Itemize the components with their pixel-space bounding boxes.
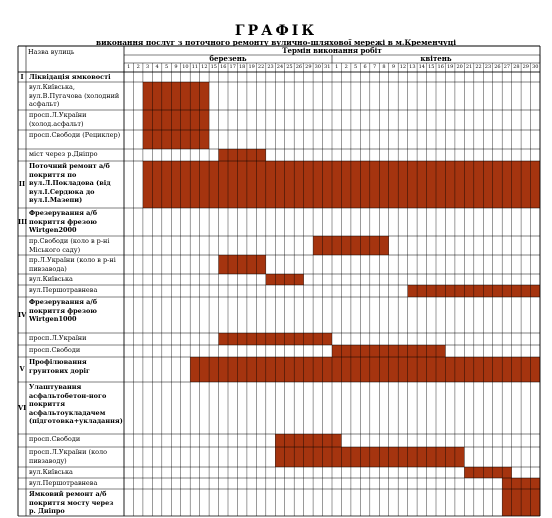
row-label: Фрезерування а/б покриття фрезою Wirtgen1000 — [29, 298, 98, 323]
row-number — [18, 345, 26, 357]
day-number: 11 — [191, 64, 199, 70]
row-number — [18, 434, 26, 447]
day-number: 14 — [418, 64, 425, 70]
row-number: III — [18, 218, 28, 226]
row-number — [18, 149, 26, 161]
row-label: Ліквідація ямковості — [29, 73, 111, 81]
day-number: 10 — [182, 64, 189, 70]
row-label: вул.Київська, вул.В.Пугачова (холодний асфальт) — [29, 83, 120, 108]
row-number — [18, 285, 26, 297]
day-number: 1 — [335, 64, 339, 70]
row-number — [18, 274, 26, 285]
row-number — [18, 110, 26, 130]
row-number — [18, 333, 26, 345]
day-number: 18 — [238, 64, 246, 70]
day-number: 16 — [220, 64, 227, 70]
day-number: 12 — [399, 64, 407, 70]
schedule-table — [18, 46, 540, 515]
day-number: 26 — [295, 64, 303, 70]
term-header: Термін виконання робіт — [282, 46, 382, 55]
day-number: 23 — [484, 64, 492, 70]
day-number: 28 — [513, 64, 520, 70]
row-label: пр.Свободи (коло в р-ні Міського саду) — [29, 237, 110, 254]
row-label: вул.Першотравнева — [29, 479, 98, 487]
day-number: 15 — [428, 64, 435, 70]
day-number: 12 — [201, 64, 208, 70]
day-number: 20 — [456, 64, 463, 70]
row-number — [18, 478, 26, 489]
row-label: Ямковий ремонт а/б покриття мосту через р. Дніпро — [29, 490, 114, 515]
day-number: 23 — [267, 64, 274, 70]
row-number — [18, 82, 26, 110]
row-number: IV — [18, 311, 27, 319]
schedule-bar — [143, 130, 209, 149]
street-column-header: Назва вулиць — [28, 48, 75, 56]
schedule-bar — [143, 82, 209, 110]
page-subtitle: виконання послуг з поточного ремонту вулично-шляхової мережі в м.Кременчуці — [95, 38, 457, 47]
month-header-march: березень — [209, 54, 247, 63]
day-number: 7 — [372, 64, 377, 70]
row-number: II — [18, 180, 26, 188]
day-number: 16 — [437, 64, 444, 70]
schedule-bar — [464, 467, 511, 478]
row-number: I — [20, 73, 24, 81]
day-number: 8 — [382, 64, 386, 70]
row-label: просп.Л.України (коло пивзаводу) — [29, 448, 108, 465]
schedule-bar — [190, 357, 540, 382]
row-label: просп.Л.України — [29, 334, 87, 342]
day-number: 6 — [363, 64, 367, 70]
row-label: вул.Київська — [29, 468, 73, 476]
day-number: 22 — [257, 64, 265, 70]
day-number: 5 — [354, 64, 358, 70]
row-label: просп.Свободи — [29, 435, 81, 443]
day-number: 2 — [344, 64, 348, 70]
day-number: 4 — [155, 64, 159, 70]
day-number: 15 — [210, 64, 217, 70]
day-number: 30 — [314, 64, 321, 70]
day-number: 30 — [532, 64, 539, 70]
row-number — [18, 489, 26, 516]
number-column-header — [18, 46, 26, 72]
page-title: ГРАФІК — [234, 23, 318, 39]
row-number — [18, 130, 26, 149]
row-number — [18, 236, 26, 255]
row-number: V — [19, 365, 25, 373]
day-number: 13 — [409, 64, 416, 70]
row-label: Поточний ремонт а/б покриття по вул.Л.Покладова (від вул.І.Сердюка до вул.І.Мазепи) — [29, 162, 111, 204]
row-label: просп.Свободи — [29, 346, 81, 354]
day-number: 9 — [391, 64, 396, 70]
day-number: 3 — [146, 64, 150, 70]
month-header-april: квітень — [420, 54, 452, 63]
row-label: просп.Свободи (Рециклер) — [29, 131, 121, 139]
day-number: 2 — [136, 64, 140, 70]
schedule-bar — [219, 255, 266, 274]
schedule-bar — [219, 149, 266, 161]
day-number: 9 — [174, 64, 178, 70]
day-number: 29 — [522, 64, 529, 70]
row-label: Улаштування асфальтобетон-ного покриття асфальтоукладачем (підготовка+укладання) — [29, 383, 123, 425]
day-number: 29 — [305, 64, 312, 70]
row-label: пр.Л.України (коло в р-ні пивзавода) — [29, 256, 116, 273]
row-label: просп.Л.України (холод.асфальт) — [29, 111, 87, 128]
schedule-bar — [275, 434, 341, 447]
day-number: 21 — [465, 64, 473, 70]
day-number: 19 — [248, 64, 255, 70]
row-number — [18, 255, 26, 274]
row-label: вул.Першотравнева — [29, 286, 98, 294]
day-number: 24 — [276, 64, 284, 70]
row-label: вул.Київська — [29, 275, 73, 283]
day-number: 19 — [446, 64, 454, 70]
day-number: 27 — [503, 64, 511, 70]
row-number — [18, 467, 26, 478]
row-number: VI — [18, 404, 27, 412]
row-number — [18, 447, 26, 467]
row-label: Фрезерування а/б покриття фрезою Wirtgen2000 — [29, 209, 98, 234]
schedule-bar — [143, 110, 209, 130]
day-number: 31 — [324, 64, 331, 70]
day-number: 22 — [475, 64, 482, 70]
day-number: 5 — [164, 64, 169, 70]
day-number: 1 — [127, 64, 131, 70]
day-number: 17 — [229, 64, 236, 70]
day-number: 26 — [494, 64, 501, 70]
row-label: міст через р.Дніпро — [29, 150, 98, 158]
day-number: 25 — [286, 64, 293, 70]
row-label: Профілювання грунтових доріг — [29, 358, 90, 375]
